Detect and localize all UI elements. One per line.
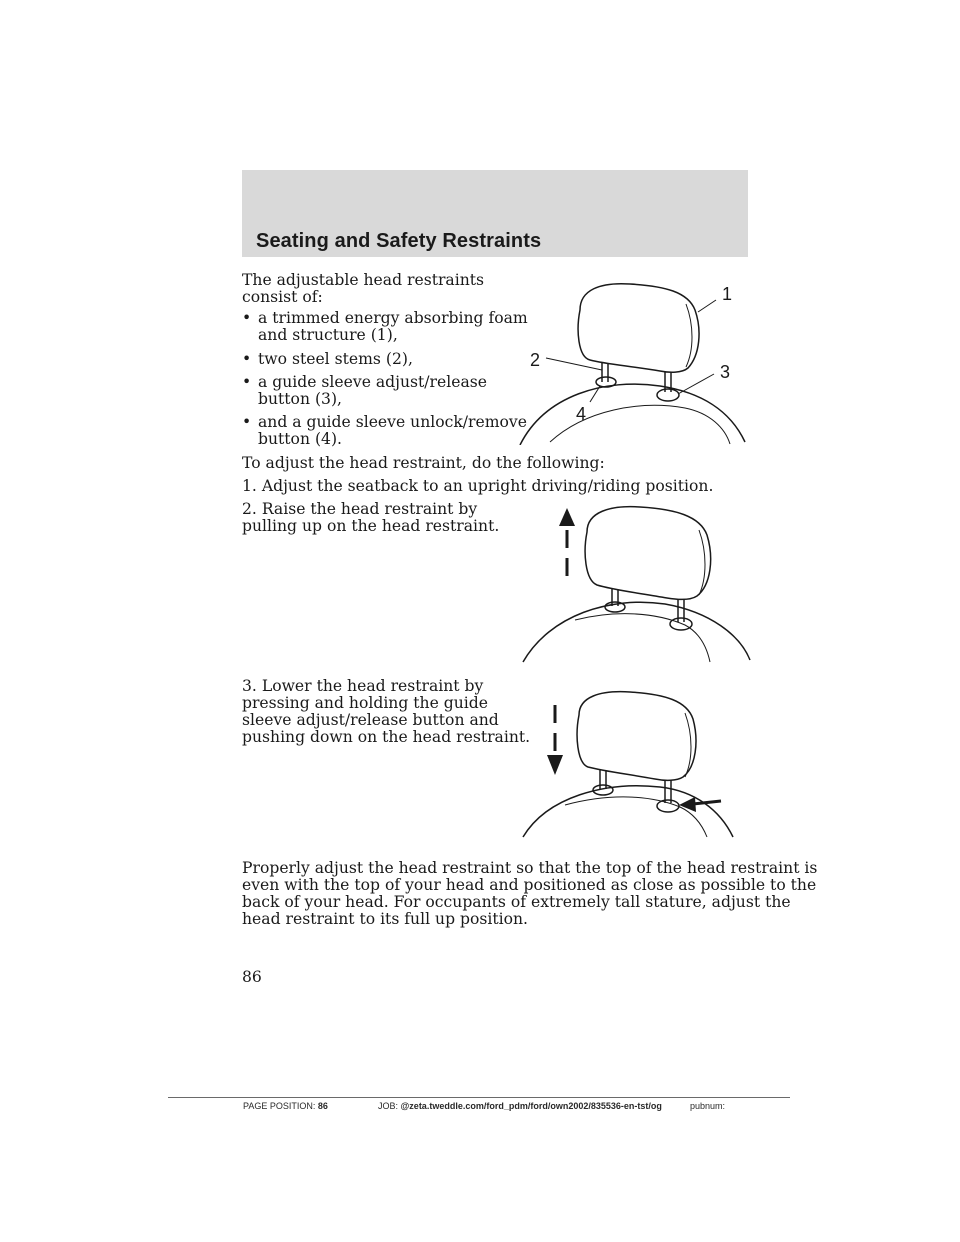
up-arrow-icon	[559, 508, 575, 576]
bullet-2-line-1: two steel stems (2),	[258, 350, 413, 368]
footer-position-label: PAGE POSITION:	[243, 1101, 316, 1111]
lower-head-restraint-illustration	[515, 685, 755, 840]
closing-line-1: Properly adjust the head restraint so that the top of the head restraint is	[242, 859, 818, 877]
footer-job-value: @zeta.tweddle.com/ford_pdm/ford/own2002/835536-en-tst/og	[400, 1101, 662, 1111]
bullet-3-line-2: button (3),	[258, 390, 342, 408]
intro-line-1: The adjustable head restraints	[242, 271, 485, 289]
callout-2: 2	[530, 350, 541, 370]
step-3-line-1: 3. Lower the head restraint by	[242, 677, 484, 695]
closing-line-4: head restraint to its full up position.	[242, 910, 529, 928]
callout-4: 4	[576, 404, 587, 424]
bullet-4-line-1: and a guide sleeve unlock/remove	[258, 413, 527, 431]
down-arrow-icon	[547, 705, 563, 775]
bullet-1-line-2: and structure (1),	[258, 326, 398, 344]
step-3-line-2: pressing and holding the guide	[242, 694, 489, 712]
bullet-marker: •	[242, 373, 252, 391]
raise-head-restraint-illustration	[515, 500, 755, 665]
footer-divider	[168, 1097, 790, 1098]
intro-line-2: consist of:	[242, 288, 323, 306]
footer-job-label: JOB:	[378, 1101, 399, 1111]
bullet-4-line-2: button (4).	[258, 430, 342, 448]
closing-line-3: back of your head. For occupants of extremely tall stature, adjust the	[242, 893, 791, 911]
section-header	[242, 170, 748, 257]
seatback-outline	[520, 384, 745, 445]
page-number: 86	[242, 968, 262, 986]
step-3-line-4: pushing down on the head restraint.	[242, 728, 531, 746]
footer-pubnum	[690, 1101, 725, 1111]
headrest-outline	[578, 284, 699, 373]
bullet-marker: •	[242, 350, 252, 368]
instructions-lead: To adjust the head restraint, do the following:	[242, 454, 605, 472]
step-1: 1. Adjust the seatback to an upright driving/riding position.	[242, 477, 714, 495]
footer-page-position	[243, 1101, 328, 1111]
bullet-3-line-1: a guide sleeve adjust/release	[258, 373, 487, 391]
callout-3: 3	[720, 362, 731, 382]
step-3-line-3: sleeve adjust/release button and	[242, 711, 499, 729]
bullet-marker: •	[242, 413, 252, 431]
footer-pubnum-label: pubnum:	[690, 1101, 726, 1111]
step-2-line-2: pulling up on the head restraint.	[242, 517, 500, 535]
closing-line-2: even with the top of your head and positioned as close as possible to the	[242, 876, 817, 894]
head-restraint-components-illustration	[510, 270, 750, 445]
footer-job	[378, 1101, 662, 1111]
bullet-1-line-1: a trimmed energy absorbing foam	[258, 309, 528, 327]
bullet-marker: •	[242, 309, 252, 327]
step-2-line-1: 2. Raise the head restraint by	[242, 500, 478, 518]
footer-position-value: 86	[317, 1101, 328, 1111]
callout-1: 1	[722, 284, 733, 304]
section-title: Seating and Safety Restraints	[256, 230, 542, 252]
